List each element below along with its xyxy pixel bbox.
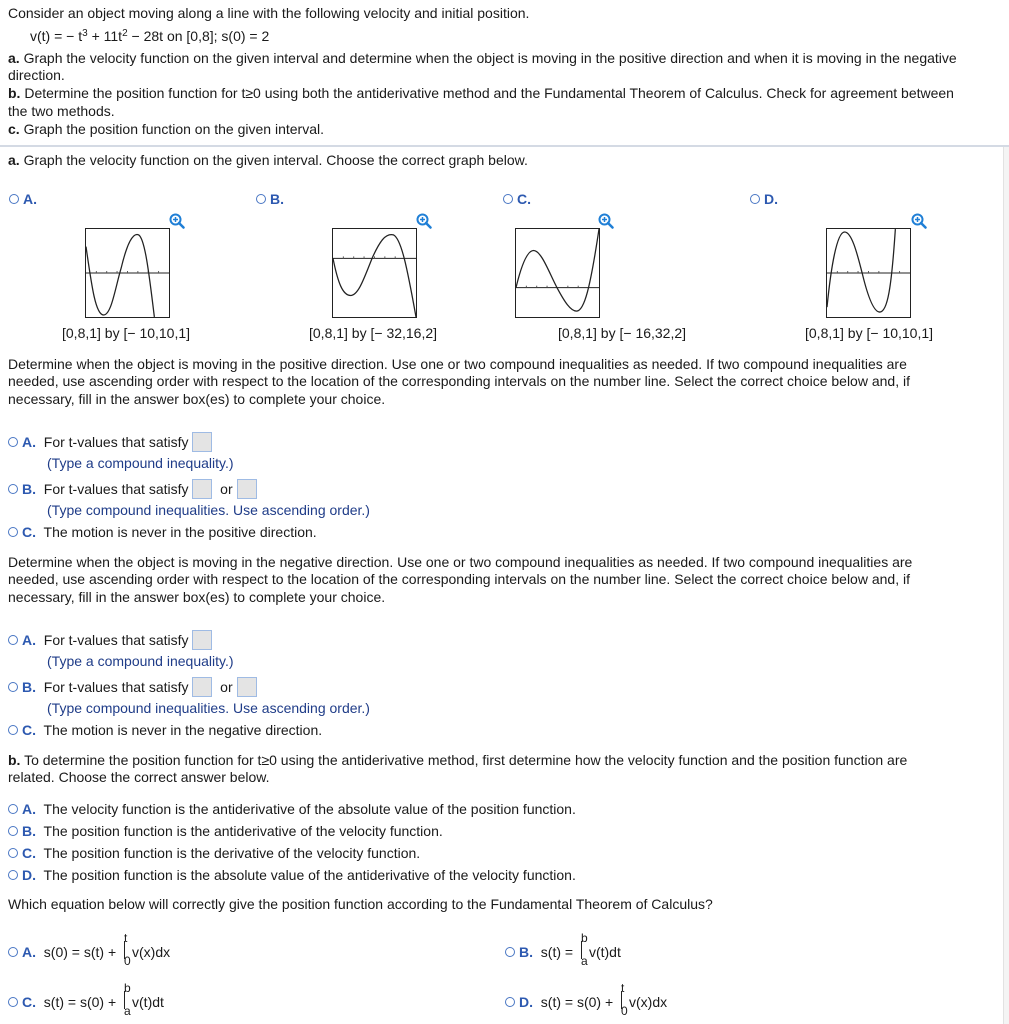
option-letter: A. (23, 191, 37, 207)
part-c-text: Graph the position function on the given interval. (19, 121, 324, 137)
equation-lhs: s(t) = (540, 944, 577, 960)
upper-limit: t (124, 931, 128, 945)
option-letter: A. (22, 434, 36, 450)
integrand: v(t)dt (588, 944, 621, 960)
eq-part: − 28t on [0,8]; s(0) = 2 (127, 28, 270, 44)
positive-option-a[interactable] (8, 432, 212, 452)
radio-button[interactable] (505, 947, 515, 957)
radio-button[interactable] (8, 437, 18, 447)
option-text: The motion is never in the positive direction. (43, 524, 317, 540)
negative-option-b-hint: (Type compound inequalities. Use ascending order.) (47, 700, 370, 716)
option-letter: C. (22, 845, 36, 861)
option-text: For t-values that satisfy (43, 632, 189, 648)
radio-button[interactable] (8, 635, 18, 645)
graph-a-caption: [0,8,1] by [− 10,10,1] (62, 325, 191, 341)
question-a-text: Graph the velocity function on the given interval. Choose the correct graph below. (19, 152, 528, 168)
positive-option-b-hint: (Type compound inequalities. Use ascending order.) (47, 502, 370, 518)
option-text: The motion is never in the negative direction. (43, 722, 323, 738)
positive-option-a-hint: (Type a compound inequality.) (47, 455, 234, 471)
question-b-option-a[interactable] (8, 801, 576, 818)
radio-button[interactable] (8, 725, 18, 735)
option-letter: C. (22, 994, 36, 1010)
zoom-in-icon[interactable] (169, 213, 185, 229)
part-b-label: b. (8, 85, 21, 101)
radio-button[interactable] (8, 804, 18, 814)
answer-input[interactable] (192, 630, 212, 650)
eq-exponent: 3 (82, 28, 88, 39)
option-letter: B. (22, 823, 36, 839)
part-a-instruction (8, 50, 957, 67)
question-b-label: b. (8, 752, 21, 768)
negative-option-a-hint: (Type a compound inequality.) (47, 653, 234, 669)
ftc-option-c[interactable] (8, 981, 164, 1018)
option-text: The position function is the derivative of the velocity function. (43, 845, 421, 861)
option-text: For t-values that satisfy (43, 679, 189, 695)
integral-sign-icon (120, 931, 132, 968)
radio-button[interactable] (8, 997, 18, 1007)
option-letter: C. (517, 191, 531, 207)
zoom-in-icon[interactable] (598, 213, 614, 229)
integrand: v(x)dx (132, 944, 171, 960)
eq-part: + 11t (87, 28, 123, 44)
part-c-label: c. (8, 121, 20, 137)
question-b-prompt-cont: related. Choose the correct answer below. (8, 769, 270, 785)
radio-button[interactable] (8, 870, 18, 880)
or-label: or (220, 679, 233, 695)
graph-c-caption: [0,8,1] by [− 16,32,2] (558, 325, 687, 341)
negative-prompt-2: needed, use ascending order with respect to the location of the corresponding intervals on the number line. Select the correct choice below and, if (8, 571, 910, 587)
answer-input-1[interactable] (192, 677, 212, 697)
option-letter: A. (22, 632, 36, 648)
negative-option-c[interactable] (8, 722, 322, 739)
divider (0, 145, 1009, 147)
radio-button[interactable] (9, 194, 19, 204)
option-letter: B. (270, 191, 284, 207)
answer-input-1[interactable] (192, 479, 212, 499)
option-text: The position function is the absolute value of the antiderivative of the velocity function. (43, 867, 576, 883)
negative-prompt-1: Determine when the object is moving in the negative direction. Use one or two compound inequalities as needed. If two compound inequalities are (8, 554, 913, 570)
option-letter: B. (22, 481, 36, 497)
radio-button[interactable] (8, 682, 18, 692)
option-letter: A. (22, 801, 36, 817)
option-letter: D. (519, 994, 533, 1010)
question-b-prompt (8, 752, 907, 769)
answer-input[interactable] (192, 432, 212, 452)
radio-button[interactable] (750, 194, 760, 204)
positive-prompt-3: necessary, fill in the answer box(es) to complete your choice. (8, 391, 386, 407)
part-a-label: a. (8, 50, 20, 66)
equation-lhs: s(t) = s(0) + (43, 994, 121, 1010)
question-a-label: a. (8, 152, 20, 168)
graph-option-b[interactable] (256, 191, 284, 207)
question-a-prompt (8, 152, 528, 169)
graph-option-a[interactable] (9, 191, 37, 207)
radio-button[interactable] (503, 194, 513, 204)
option-text: The position function is the antiderivative of the velocity function. (43, 823, 443, 839)
question-b-text: To determine the position function for t≥0 using the antiderivative method, first determine how the velocity function and the position function are (20, 752, 908, 768)
part-b-instruction (8, 85, 954, 102)
integral-sign-icon (577, 931, 589, 968)
ftc-option-d[interactable] (505, 981, 668, 1018)
integrand: v(t)dt (132, 994, 164, 1010)
graph-option-d[interactable] (750, 191, 778, 207)
scrollbar[interactable] (1003, 147, 1009, 1024)
radio-button[interactable] (256, 194, 266, 204)
lower-limit: a (124, 1004, 131, 1018)
lower-limit: 0 (621, 1004, 628, 1018)
answer-input-2[interactable] (237, 479, 257, 499)
lower-limit: a (580, 954, 588, 968)
upper-limit: b (580, 931, 588, 945)
zoom-in-icon[interactable] (416, 213, 432, 229)
or-label: or (220, 481, 233, 497)
positive-option-b[interactable] (8, 479, 257, 499)
positive-option-c[interactable] (8, 524, 317, 541)
radio-button[interactable] (8, 826, 18, 836)
radio-button[interactable] (8, 848, 18, 858)
equation-lhs: s(0) = s(t) + (43, 944, 121, 960)
option-letter: C. (22, 722, 36, 738)
upper-limit: b (124, 981, 131, 995)
option-text: The velocity function is the antiderivative of the absolute value of the position function. (43, 801, 576, 817)
graph-b-plot (332, 228, 417, 318)
radio-button[interactable] (8, 527, 18, 537)
question-b-option-c[interactable] (8, 845, 420, 862)
upper-limit: t (621, 981, 625, 995)
integral-sign-icon (617, 981, 629, 1018)
graph-option-c[interactable] (503, 191, 531, 207)
part-b-instruction-cont: the two methods. (8, 103, 115, 119)
ftc-option-b[interactable] (505, 931, 621, 968)
negative-prompt-3: necessary, fill in the answer box(es) to complete your choice. (8, 589, 386, 605)
positive-prompt-1: Determine when the object is moving in the positive direction. Use one or two compound inequalities as needed. If two compound inequalities are (8, 356, 907, 372)
velocity-equation (30, 28, 269, 45)
question-b-option-b[interactable] (8, 823, 443, 840)
eq-part: v(t) = − t (30, 28, 83, 44)
graph-d-plot (826, 228, 911, 318)
negative-option-b[interactable] (8, 677, 257, 697)
part-a-instruction-cont: direction. (8, 67, 65, 83)
eq-exponent: 2 (122, 28, 128, 39)
integrand: v(x)dx (629, 994, 668, 1010)
negative-option-a[interactable] (8, 630, 212, 650)
option-letter: B. (519, 944, 533, 960)
option-letter: D. (22, 867, 36, 883)
zoom-in-icon[interactable] (911, 213, 927, 229)
option-text: For t-values that satisfy (43, 434, 189, 450)
part-c-instruction (8, 121, 324, 138)
integral-sign-icon (120, 981, 132, 1018)
option-letter: B. (22, 679, 36, 695)
ftc-prompt: Which equation below will correctly give the position function according to the Fundamental Theorem of Calculus? (8, 896, 713, 912)
option-letter: A. (22, 944, 36, 960)
option-text: For t-values that satisfy (43, 481, 189, 497)
equation-lhs: s(t) = s(0) + (540, 994, 618, 1010)
graph-d-caption: [0,8,1] by [− 10,10,1] (805, 325, 934, 341)
problem-intro: Consider an object moving along a line with the following velocity and initial position. (8, 5, 530, 21)
radio-button[interactable] (8, 484, 18, 494)
option-letter: C. (22, 524, 36, 540)
option-letter: D. (764, 191, 778, 207)
question-b-option-d[interactable] (8, 867, 576, 884)
radio-button[interactable] (8, 947, 18, 957)
graph-b-caption: [0,8,1] by [− 32,16,2] (309, 325, 438, 341)
part-a-text: Graph the velocity function on the given interval and determine when the object is moving in the positive direction and when it is moving in the negative (19, 50, 957, 66)
answer-input-2[interactable] (237, 677, 257, 697)
radio-button[interactable] (505, 997, 515, 1007)
graph-c-plot (515, 228, 600, 318)
ftc-option-a[interactable] (8, 931, 171, 968)
part-b-text: Determine the position function for t≥0 using both the antiderivative method and the Fundamental Theorem of Calculus. Check for agreement between (20, 85, 954, 101)
positive-prompt-2: needed, use ascending order with respect to the location of the corresponding intervals on the number line. Select the correct choice below and, if (8, 373, 910, 389)
graph-a-plot (85, 228, 170, 318)
lower-limit: 0 (124, 954, 131, 968)
